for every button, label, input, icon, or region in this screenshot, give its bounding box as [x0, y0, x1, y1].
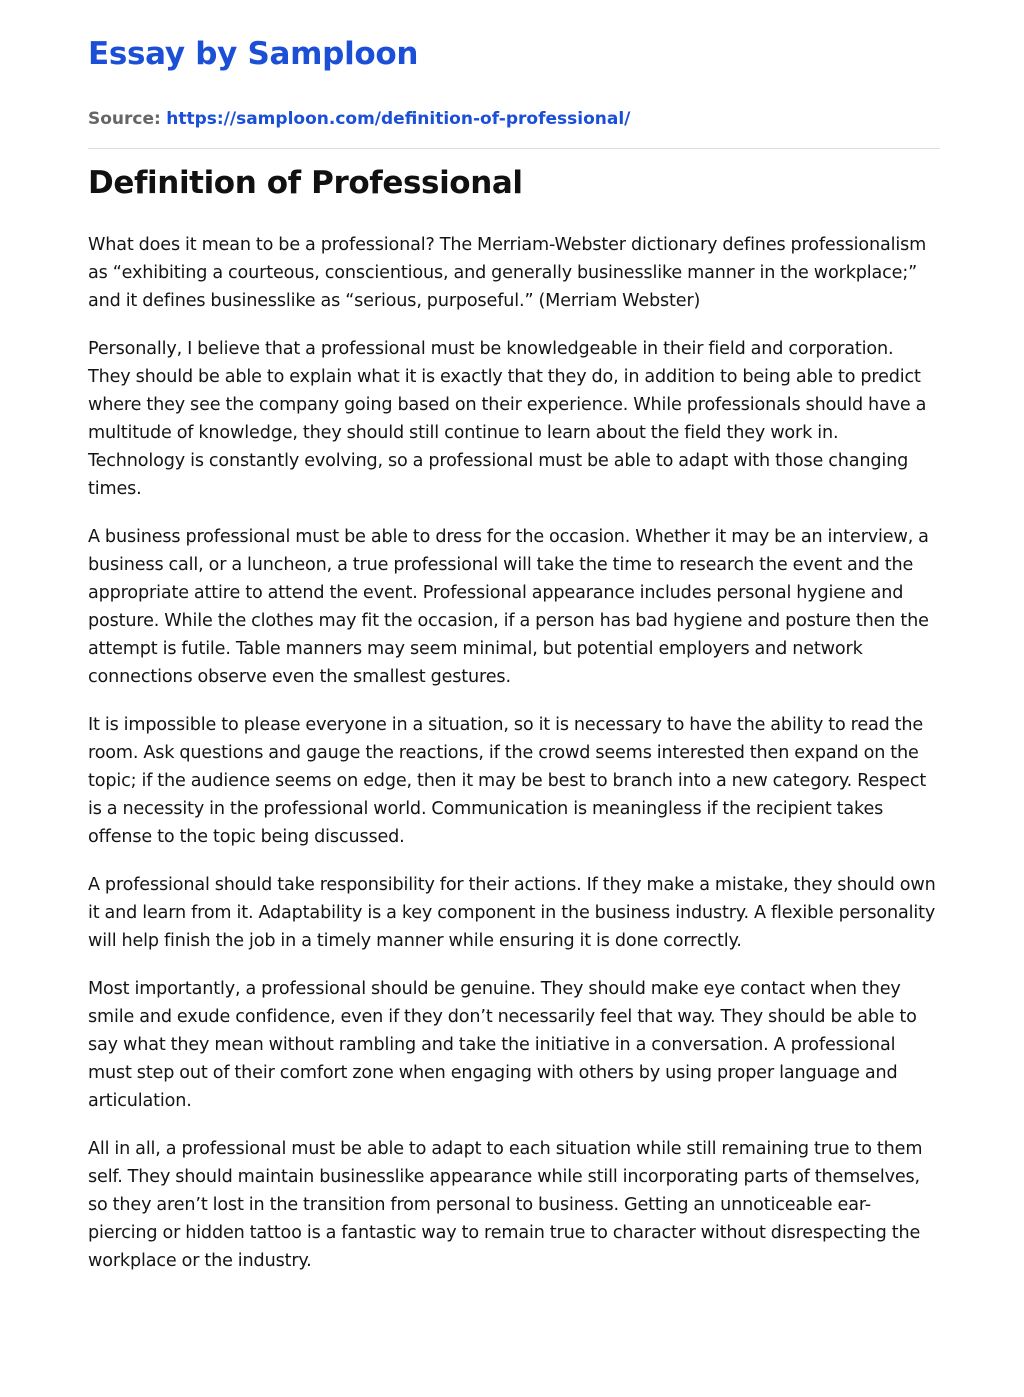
- essay-paragraph: All in all, a professional must be able to adapt to each situation while still remaining true to them self. They should maintain businesslike appearance while still incorporating parts of themselves, so they aren’t lost in the transition from personal to business. Getting an unnoticeable ear-piercing or hidden tattoo is a fantastic way to remain true to character without disrespecting the workplace or the industry.: [88, 1139, 923, 1271]
- essay-paragraph: Most importantly, a professional should be genuine. They should make eye contact when they smile and exude confidence, even if they don’t necessarily feel that way. They should be able to say what they mean without rambling and take the initiative in a conversation. A professional must step out of their comfort zone when engaging with others by using proper language and articulation.: [88, 979, 917, 1111]
- essay-paragraph: What does it mean to be a professional? The Merriam-Webster dictionary defines professionalism as “exhibiting a courteous, conscientious, and generally businesslike manner in the workplace;” and it defines businesslike as “serious, purposeful.” (Merriam Webster): [88, 235, 927, 311]
- source-line: [88, 108, 940, 130]
- brand-title: Essay by Samploon: [88, 36, 419, 72]
- essay-body: [88, 231, 940, 1275]
- divider: [88, 148, 940, 149]
- essay-page: [88, 30, 940, 1295]
- essay-paragraph: It is impossible to please everyone in a situation, so it is necessary to have the ability to read the room. Ask questions and gauge the reactions, if the crowd seems interested then expand on the topic; if the audience seems on edge, then it may be best to branch into a new category. Respect is a necessity in the professional world. Communication is meaningless if the recipient takes offense to the topic being discussed.: [88, 715, 927, 847]
- source-link[interactable]: https://samploon.com/definition-of-professional/: [166, 109, 631, 129]
- source-label: Source:: [88, 109, 161, 129]
- essay-paragraph: A business professional must be able to dress for the occasion. Whether it may be an interview, a business call, or a luncheon, a true professional will take the time to research the event and the appropriate attire to attend the event. Professional appearance includes personal hygiene and posture. While the clothes may fit the occasion, if a person has bad hygiene and posture then the attempt is futile. Table manners may seem minimal, but potential employers and network connections observe even the smallest gestures.: [88, 527, 929, 687]
- essay-paragraph: Personally, I believe that a professional must be knowledgeable in their field and corporation. They should be able to explain what it is exactly that they do, in addition to being able to predict where they see the company going based on their experience. While professionals should have a multitude of knowledge, they should still continue to learn about the field they work in. Technology is constantly evolving, so a professional must be able to adapt with those changing times.: [88, 339, 927, 499]
- essay-paragraph: A professional should take responsibility for their actions. If they make a mistake, they should own it and learn from it. Adaptability is a key component in the business industry. A flexible personality will help finish the job in a timely manner while ensuring it is done correctly.: [88, 875, 936, 951]
- essay-title: Definition of Professional: [88, 165, 523, 201]
